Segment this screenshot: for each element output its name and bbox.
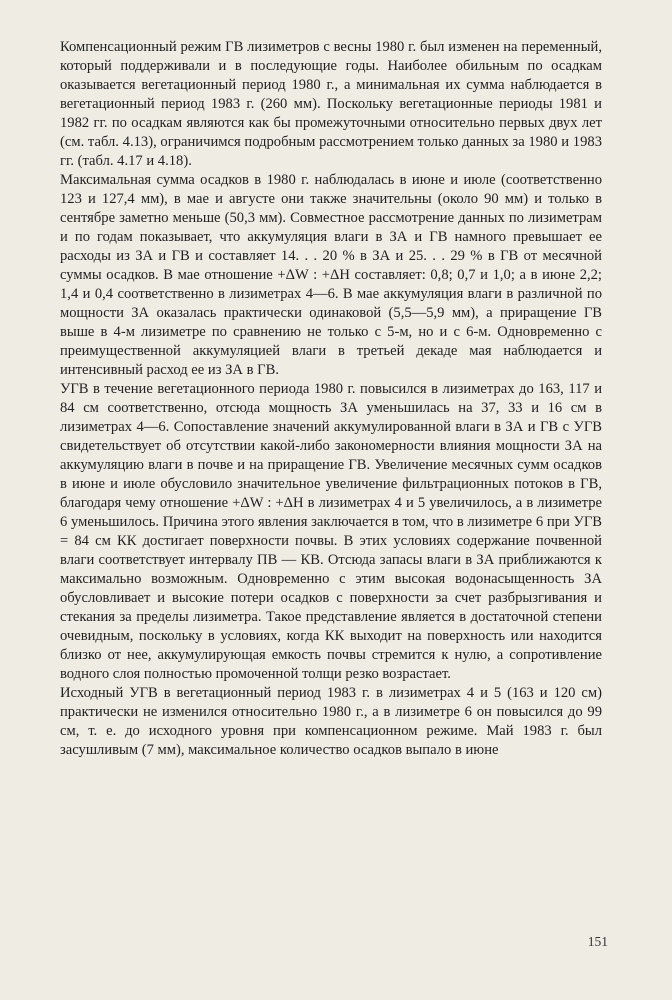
paragraph-2: Максимальная сумма осадков в 1980 г. наблюдалась в июне и июле (соответственно 123 и 127,4 мм), в мае и августе они также значительны (около 90 мм) и только в сентябре заметно меньше (50,3 мм). Совместное рассмотрение данных по лизиметрам и по годам показывает, что аккумуляция влаги в ЗА и ГВ намного превышает ее расходы из ЗА и ГВ и составляет 14. . . 20 % в ЗА и 25. . . 29 % в ГВ от месячной суммы осадков. В мае отношение +ΔW : +ΔH составляет: 0,8; 0,7 и 1,0; а в июне 2,2; 1,4 и 0,4 соответственно в лизиметрах 4—6. В мае аккумуляция влаги в различной по мощности ЗА оказалась практически одинаковой (5,5—5,9 мм), а приращение ГВ выше в 4-м лизиметре по сравнению не только с 5-м, но и с 6-м. Одновременно с преимущественной аккумуляцией влаги в третьей декаде мая наблюдается и интенсивный расход ее из ЗА в ГВ. [60, 172, 602, 378]
page-number: 151 [587, 934, 608, 949]
paragraph-4: Исходный УГВ в вегетационный период 1983 г. в лизиметрах 4 и 5 (163 и 120 см) практически не изменился относительно 1980 г., а в лизиметре 6 он повысился до 99 см, т. е. до исходного уровня при компенсационном режиме. Май 1983 г. был засушливым (7 мм), максимальное количество осадков выпало в июне [60, 685, 602, 758]
paragraph-1: Компенсационный режим ГВ лизиметров с весны 1980 г. был изменен на переменный, который поддерживали и в последующие годы. Наиболее обильным по осадкам оказывается вегетационный период 1980 г., а минимальная их сумма наблюдается в вегетационный период 1983 г. (260 мм). Поскольку вегетационные периоды 1981 и 1982 гг. по осадкам являются как бы промежуточными относительно первых двух лет (см. табл. 4.13), ограничимся подробным рассмотрением только данных за 1980 и 1983 гг. (табл. 4.17 и 4.18). [60, 39, 602, 169]
paragraph-3: УГВ в течение вегетационного периода 1980 г. повысился в лизиметрах до 163, 117 и 84 см соответственно, отсюда мощность ЗА уменьшилась на 37, 33 и 16 см в лизиметрах 4—6. Сопоставление значений аккумулированной влаги в ЗА и ГВ с УГВ свидетельствует об отсутствии какой-либо закономерности влияния мощности ЗА на аккумуляцию влаги в почве и на приращение ГВ. Увеличение месячных сумм осадков в июне и июле обусловило значительное увеличение фильтрационных потоков в ГВ, благодаря чему отношение +ΔW : +ΔH в лизиметрах 4 и 5 увеличилось, а в лизиметре 6 уменьшилось. Причина этого явления заключается в том, что в лизиметре 6 при УГВ = 84 см КК достигает поверхности почвы. В этих условиях содержание почвенной влаги соответствует интервалу ПВ — КВ. Отсюда запасы влаги в ЗА приближаются к максимально возможным. Одновременно с этим высокая водонасыщенность ЗА обусловливает и высокие потери осадков с поверхности за счет разбрызгивания и стекания за пределы лизиметра. Такое представление является в достаточной степени очевидным, поскольку в условиях, когда КК выходит на поверхность или находится близко от нее, аккумулирующая емкость почвы стремится к нулю, а сопротивление водного слоя полностью промоченной толщи резко возрастает. [60, 381, 602, 682]
